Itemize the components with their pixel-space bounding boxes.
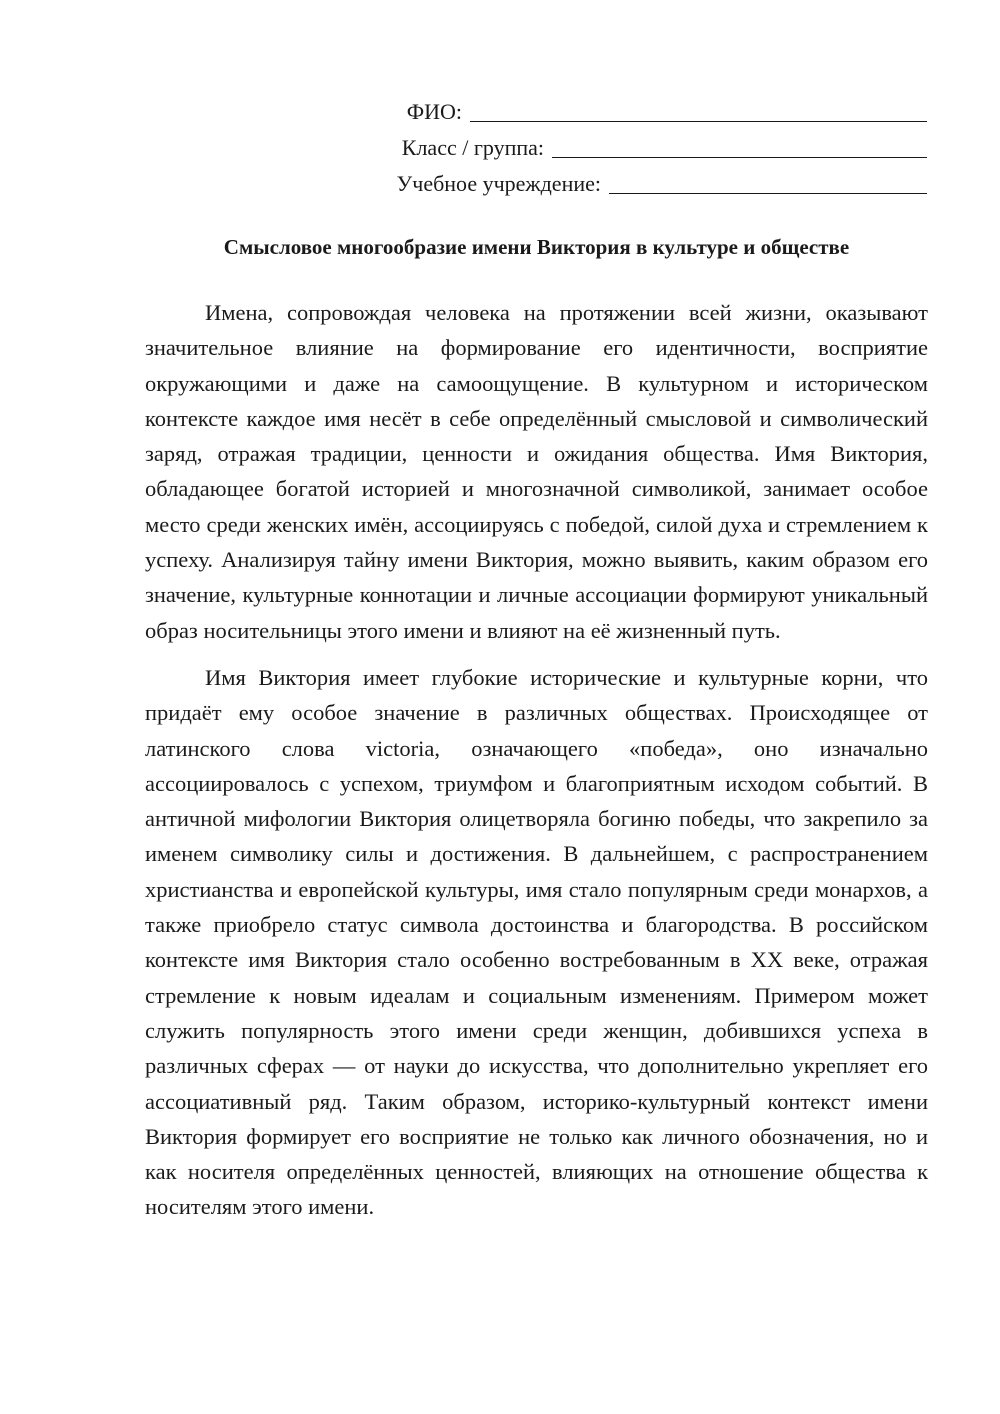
fio-line xyxy=(347,90,927,126)
class-line xyxy=(347,126,927,162)
school-line xyxy=(347,162,927,198)
fio-blank[interactable] xyxy=(470,99,927,122)
class-blank[interactable] xyxy=(552,135,927,158)
paragraph: Имена, сопровождая человека на протяжении всей жизни, оказывают значительное влияние на формирование его идентичности, восприятие окружающими и даже на самоощущение. В культурном и историческом контексте каждое имя несёт в себе определённый смысловой и символический заряд, отражая традиции, ценности и ожидания общества. Имя Виктория, обладающее богатой историей и многозначной символикой, занимает особое место среди женских имён, ассоциируясь с победой, силой духа и стремлением к успеху. Анализируя тайну имени Виктория, можно выявить, каким образом его значение, культурные коннотации и личные ассоциации формируют уникальный образ носительницы этого имени и влияют на её жизненный путь. xyxy=(145,300,928,643)
school-label: Учебное учреждение: xyxy=(396,171,601,196)
paragraph: Имя Виктория имеет глубокие исторические и культурные корни, что придаёт ему особое значение в различных обществах. Происходящее от латинского слова victoria, означающего «победа», оно изначально ассоциировалось с успехом, триумфом и благоприятным исходом событий. В античной мифологии Виктория олицетворяла богиню победы, что закрепило за именем символику силы и достижения. В дальнейшем, с распространением христианства и европейской культуры, имя стало популярным среди монархов, а также приобрело статус символа достоинства и благородства. В российском контексте имя Виктория стало особенно востребованным в XX веке, отражая стремление к новым идеалам и социальным изменениям. Примером может служить популярность этого имени среди женщин, добившихся успеха в различных сферах — от науки до искусства, что дополнительно укрепляет его ассоциативный ряд. Таким образом, историко-культурный контекст имени Виктория формирует его восприятие не только как личного обозначения, но и как носителя определённых ценностей, влияющих на отношение общества к носителям этого имени. xyxy=(145,664,928,1220)
document-body xyxy=(145,295,928,1237)
class-label: Класс / группа: xyxy=(401,135,544,160)
document-title: Смысловое многообразие имени Виктория в культуре и обществе xyxy=(223,235,850,259)
school-blank[interactable] xyxy=(609,171,927,194)
student-info-header xyxy=(347,90,927,198)
fio-label: ФИО: xyxy=(406,99,462,124)
